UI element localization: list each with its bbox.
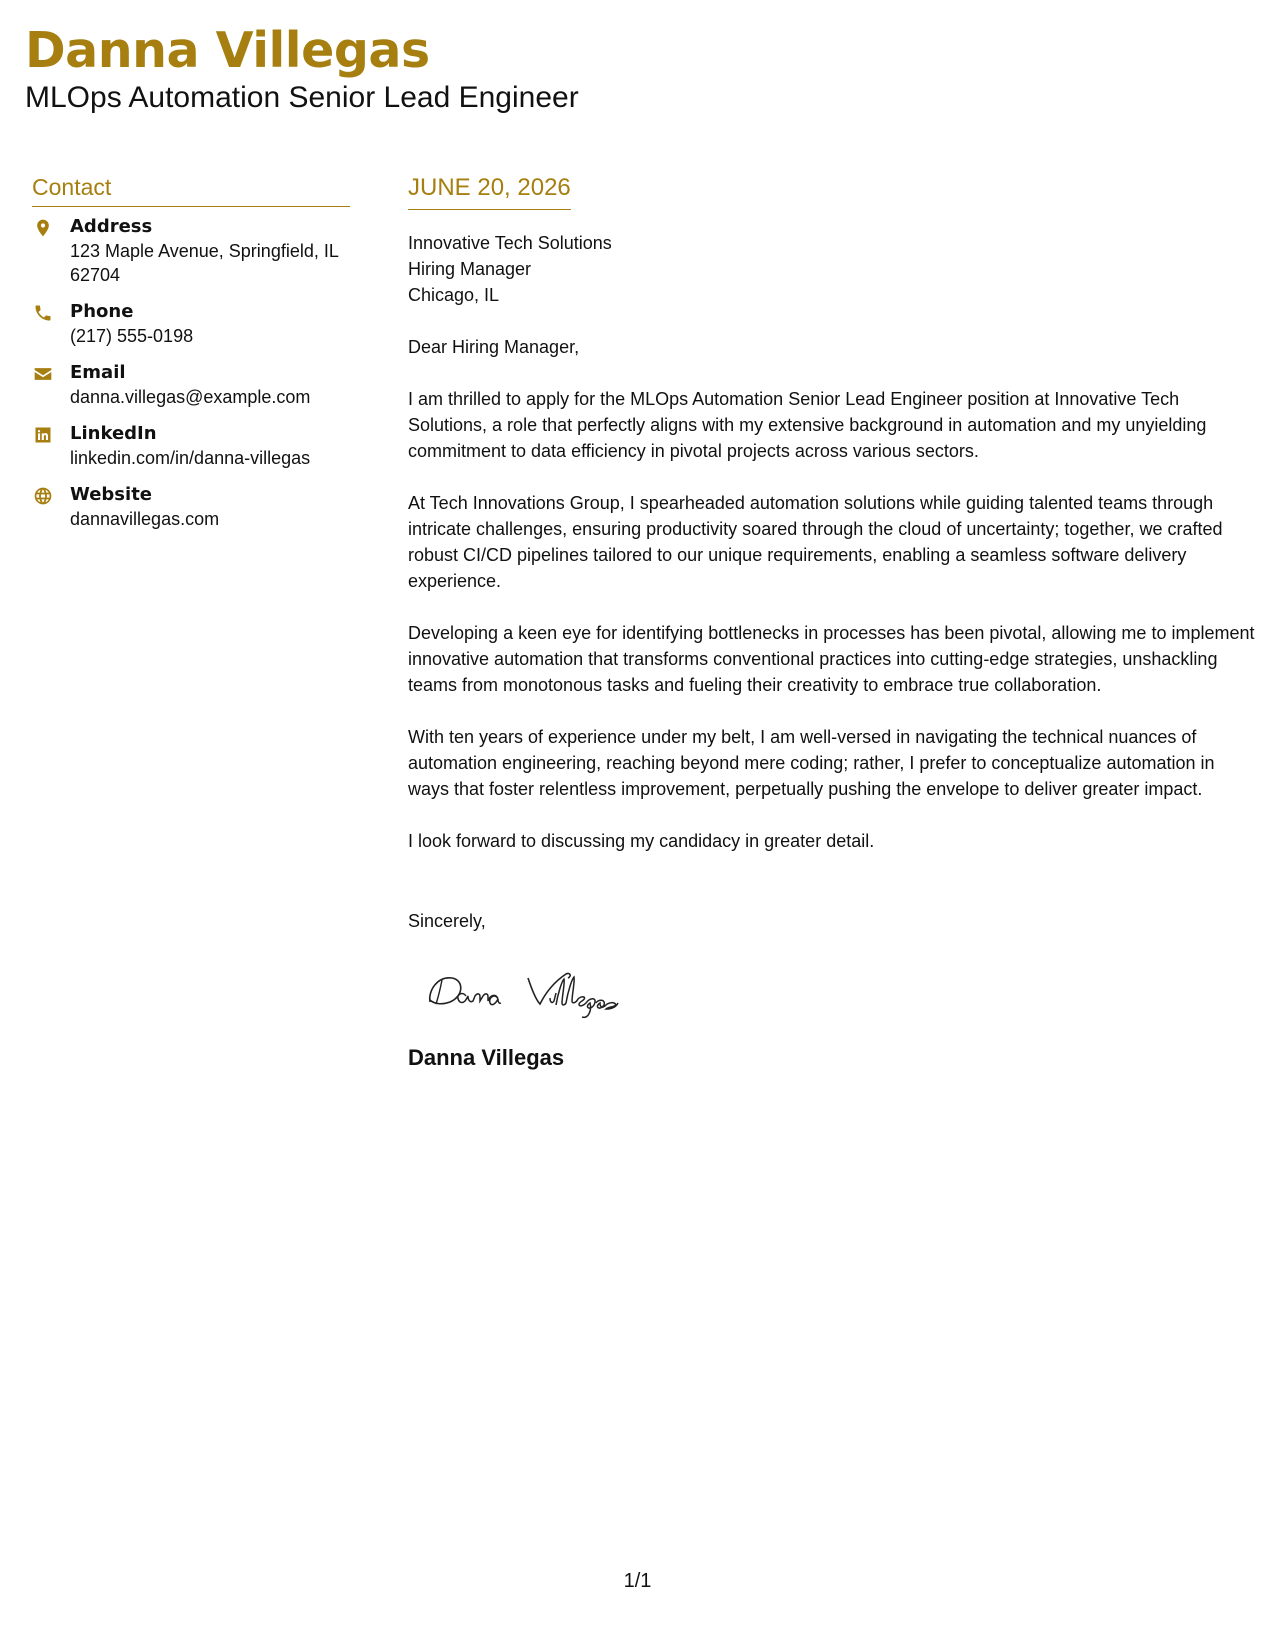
map-pin-icon	[32, 217, 54, 239]
globe-icon	[32, 485, 54, 507]
salutation: Dear Hiring Manager,	[408, 337, 580, 357]
contact-item-email	[32, 361, 350, 409]
contact-item-address	[32, 215, 350, 287]
closing: Sincerely,	[408, 911, 486, 931]
phone-value: (217) 555-0198	[70, 326, 194, 346]
contact-label: Address	[70, 216, 153, 237]
letter-paragraph: I am thrilled to apply for the MLOps Automation Senior Lead Engineer position at Innovative Tech Solutions, a role that perfectly aligns with my extensive background in automation and my unyielding commitment to data efficiency in pivotal projects across various sectors.	[408, 389, 1207, 461]
contact-item-linkedin	[32, 422, 350, 470]
email-value[interactable]: danna.villegas@example.com	[70, 387, 311, 407]
linkedin-value[interactable]: linkedin.com/in/danna-villegas	[70, 448, 311, 468]
recipient-location: Chicago, IL	[408, 285, 500, 305]
contact-sidebar	[32, 172, 350, 544]
letter-paragraph: At Tech Innovations Group, I spearheaded automation solutions while guiding talented teams through intricate challenges, ensuring productivity soared through the cloud of uncertainty; together, we crafted robust CI/CD pipelines tailored to our unique requirements, enabling a seamless software delivery experience.	[408, 493, 1223, 591]
contact-label: LinkedIn	[70, 423, 157, 444]
contact-label: Phone	[70, 301, 134, 322]
website-value[interactable]: dannavillegas.com	[70, 509, 220, 529]
address-value: 123 Maple Avenue, Springfield, IL 62704	[70, 241, 339, 285]
contact-item-website	[32, 483, 350, 531]
letter-paragraph: Developing a keen eye for identifying bottlenecks in processes has been pivotal, allowing me to implement innovative automation that transforms conventional practices into cutting-edge strategies, unshackling teams from monotonous tasks and fueling their creativity to embrace true collaboration.	[408, 623, 1255, 695]
envelope-icon	[32, 363, 54, 385]
contact-label: Website	[70, 484, 153, 505]
recipient-block	[408, 230, 1256, 308]
letter-paragraph: With ten years of experience under my belt, I am well-versed in navigating the technical nuances of automation engineering, reaching beyond mere coding; rather, I prefer to conceptualize automation in ways that foster relentless improvement, perpetually pushing the envelope to deliver greater impact.	[408, 727, 1215, 799]
letter-paragraph: I look forward to discussing my candidacy in greater detail.	[408, 831, 875, 851]
handwritten-signature	[420, 960, 660, 1020]
phone-icon	[32, 302, 54, 324]
contact-item-phone	[32, 300, 350, 348]
page-number: 1/1	[623, 1570, 652, 1592]
signed-name: Danna Villegas	[408, 1045, 565, 1070]
letter-body	[408, 172, 1256, 1072]
linkedin-icon	[32, 424, 54, 446]
letter-date: JUNE 20, 2026	[408, 172, 571, 210]
contact-heading: Contact	[32, 172, 350, 207]
job-title: MLOps Automation Senior Lead Engineer	[25, 81, 579, 114]
recipient-company: Innovative Tech Solutions	[408, 233, 612, 253]
applicant-name: Danna Villegas	[25, 22, 430, 79]
recipient-role: Hiring Manager	[408, 259, 532, 279]
contact-label: Email	[70, 362, 126, 383]
